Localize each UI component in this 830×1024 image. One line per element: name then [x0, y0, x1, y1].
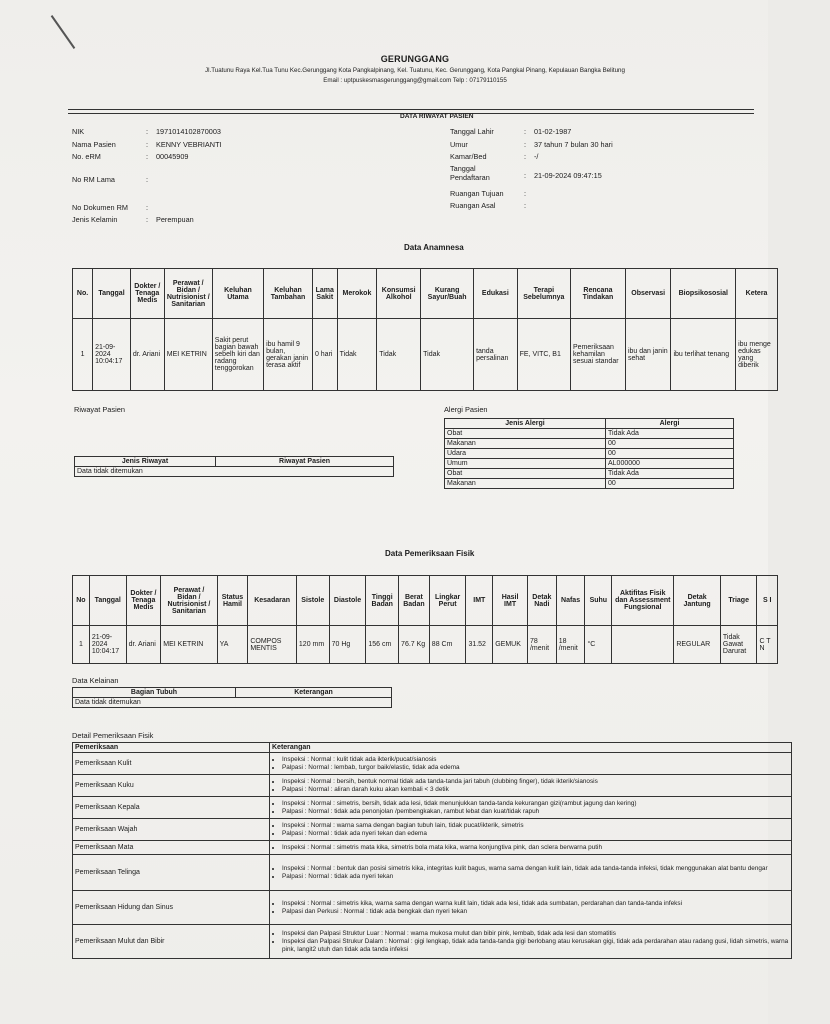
- table-row: [445, 449, 734, 459]
- label-jenis-kelamin: Jenis Kelamin: [72, 215, 118, 224]
- cell: Pemeriksaan Mata: [73, 841, 270, 855]
- table-row: [445, 459, 734, 469]
- fisik-clip: [72, 575, 772, 667]
- col-no: No.: [73, 269, 93, 319]
- cell: 1: [73, 319, 93, 391]
- table-row: [73, 819, 792, 841]
- col-edukasi: Edukasi: [474, 269, 518, 319]
- col-rencana: Rencana Tindakan: [571, 269, 626, 319]
- col-alkohol: Konsumsi Alkohol: [377, 269, 421, 319]
- value-erm: 00045909: [156, 152, 189, 161]
- col-tanggal: Tanggal: [93, 269, 131, 319]
- col-pemeriksaan: Pemeriksaan: [73, 743, 270, 753]
- cell: Pemeriksaan Wajah: [73, 819, 270, 841]
- riwayat-table: [74, 456, 394, 477]
- label-nama: Nama Pasien: [72, 139, 116, 149]
- cell: 31.52: [466, 626, 493, 664]
- col-alergi: Alergi: [606, 419, 734, 429]
- list-item: • Inspeksi dan Palpasi Strukur Dalam : Normal : gigi lengkap, tidak ada tanda-tanda gigi berlobang atau kerusakan gigi, tidak ada perdarahan atau radang gusi, lidah simetris, warna pink, langit2 utuh dan tidak ada tanda infeksi: [282, 938, 789, 954]
- col-perawat: Perawat / Bidan / Nutrisionist / Sanitarian: [164, 269, 212, 319]
- list-item: • Inspeksi : Normal : simetris kika, warna sama dengan warna kulit lain, tidak ada lesi, tidak ada sumbatan, perdarahan dan tanda-tanda infeksi: [282, 900, 789, 908]
- cell: FE, VITC, B1: [517, 319, 570, 391]
- value-jenis-kelamin: Perempuan: [156, 215, 194, 224]
- kelainan-table: [72, 687, 392, 708]
- cell: [612, 626, 674, 664]
- col-riwayat-pasien: Riwayat Pasien: [216, 457, 394, 467]
- cell: Tidak Gawat Darurat: [720, 626, 757, 664]
- label-umur: Umur: [450, 139, 468, 149]
- list-item: • Inspeksi : Normal : warna sama dengan bagian tubuh lain, tidak pucat/ikterik, simetris: [282, 822, 789, 830]
- label-nik: NIK: [72, 127, 85, 136]
- col-suhu: Suhu: [585, 576, 612, 626]
- col-keluhan-tambahan: Keluhan Tambahan: [264, 269, 313, 319]
- table-row: [445, 439, 734, 449]
- riwayat-empty: Data tidak ditemukan: [75, 467, 394, 477]
- value-kamar: -/: [534, 152, 539, 161]
- detail-title: Detail Pemeriksaan Fisik: [72, 731, 154, 740]
- cell: 156 cm: [366, 626, 399, 664]
- list-item: • Inspeksi : Normal : simetris, bersih, tidak ada lesi, tidak menunjukkan tanda-tanda kekurangan gizi(rambut jagung dan kering): [282, 800, 789, 808]
- cell: Pemeriksaan Mulut dan Bibir: [73, 925, 270, 959]
- cell: 00: [606, 439, 734, 449]
- patient-info-right: Tanggal Lahir : 01-02-1987 Umur : 37 tahun 7 bulan 30 hari Kamar/Bed : -/ Tanggal Pendaftaran : 21-09-2024 09:47:15 Ruangan Tujuan : Ruangan Asal :: [450, 127, 613, 210]
- list-item: • Palpasi : Normal : tidak ada penonjolan /pembengkakan, rambut lebat dan kuat/tidak rapuh: [282, 808, 789, 816]
- cell: 120 mm: [296, 626, 329, 664]
- label-tgl-daftar: Tanggal Pendaftaran: [450, 163, 490, 182]
- anamnesa-title: Data Anamnesa: [404, 243, 464, 252]
- list-item: • Inspeksi dan Palpasi Struktur Luar : Normal : warna mukosa mulut dan bibir pink, lembab, tidak ada lesi dan stomatitis: [282, 930, 789, 938]
- org-contact: Email : uptpuskesmasgerunggang@gmail.com Telp : 07179110155: [323, 77, 507, 84]
- col-dokter: Dokter / Tenaga Medis: [130, 269, 164, 319]
- cell: Tidak Ada: [606, 469, 734, 479]
- cell: tanda persalinan: [474, 319, 518, 391]
- cell: YA: [217, 626, 248, 664]
- cell: Sakit perut bagian bawah sebelh kiri dan radang tenggorokan: [212, 319, 263, 391]
- org-name: GERUNGGANG: [380, 54, 450, 64]
- col-keterangan: Ketera: [736, 269, 778, 319]
- fisik-title: Data Pemeriksaan Fisik: [385, 549, 475, 558]
- cell: REGULAR: [674, 626, 721, 664]
- cell: Pemeriksaan kehamilan sesuai standar: [571, 319, 626, 391]
- cell: 1: [73, 626, 90, 664]
- label-ruang-tujuan: Ruangan Tujuan: [450, 188, 504, 198]
- cell: 76.7 Kg: [399, 626, 430, 664]
- col-terapi: Terapi Sebelumnya: [517, 269, 570, 319]
- cell: Pemeriksaan Kulit: [73, 753, 270, 775]
- col-nafas: Nafas: [556, 576, 585, 626]
- label-ruang-asal: Ruangan Asal: [450, 201, 496, 210]
- table-row: [73, 925, 792, 959]
- cell: 18 /menit: [556, 626, 585, 664]
- cell: C T N: [757, 626, 778, 664]
- list-item: • Inspeksi : Normal : bentuk dan posisi simetris kika, integritas kulit bagus, warna sama dengan kulit lain, tidak ada tanda-tanda infeksi, tidak menggunakan alat bantu dengar: [282, 865, 789, 873]
- label-kamar: Kamar/Bed: [450, 152, 487, 161]
- col-merokok: Merokok: [337, 269, 377, 319]
- detail-table: [72, 742, 792, 959]
- anamnesa-header-row: [73, 269, 778, 319]
- cell: 00: [606, 479, 734, 489]
- fisik-row: [73, 626, 778, 664]
- cell: Makanan: [445, 479, 606, 489]
- col-jantung: Detak Jantung: [674, 576, 721, 626]
- col-berat: Berat Badan: [399, 576, 430, 626]
- col-jenis-riwayat: Jenis Riwayat: [75, 457, 216, 467]
- cell: 88 Cm: [429, 626, 466, 664]
- col-kesadaran: Kesadaran: [248, 576, 297, 626]
- col-tinggi: Tinggi Badan: [366, 576, 399, 626]
- org-address: Jl.Tuatunu Raya Kel.Tua Tunu Kec.Gerunggang Kota Pangkalpinang, Kel. Tuatunu, Kec. Gerunggang, Kota Pangkal Pinang, Kepulauan Bangka Belitung: [205, 67, 625, 74]
- list-item: • Palpasi : Normal : tidak ada nyeri tekan dan edema: [282, 830, 789, 838]
- col-triage: Triage: [720, 576, 757, 626]
- col-hasil-imt: Hasil IMT: [493, 576, 528, 626]
- anamnesa-row: [73, 319, 778, 391]
- list-item: • Palpasi : Normal : aliran darah kuku akan kembali < 3 detik: [282, 786, 789, 794]
- cell: Umum: [445, 459, 606, 469]
- cell: Pemeriksaan Telinga: [73, 855, 270, 891]
- anamnesa-table: [72, 268, 778, 391]
- col-extra: S I: [757, 576, 778, 626]
- kelainan-title: Data Kelainan: [72, 676, 119, 685]
- cell: Pemeriksaan Kuku: [73, 775, 270, 797]
- alergi-table: [444, 418, 734, 489]
- table-row: [73, 891, 792, 925]
- col-nadi: Detak Nadi: [527, 576, 556, 626]
- table-row: [445, 479, 734, 489]
- list-item: • Inspeksi : Normal : kulit tidak ada ikterik/pucat/sianosis: [282, 756, 789, 764]
- cell: ibu terlihat tenang: [671, 319, 736, 391]
- col-status-hamil: Status Hamil: [217, 576, 248, 626]
- detail-clip: [72, 742, 789, 990]
- col-keterangan: Keterangan: [236, 688, 392, 698]
- label-erm: No. eRM: [72, 152, 101, 161]
- cell: Tidak: [377, 319, 421, 391]
- col-sayur: Kurang Sayur/Buah: [421, 269, 474, 319]
- cell: ibu dan janin sehat: [625, 319, 670, 391]
- list-item: • Palpasi dan Perkusi : Normal : tidak ada bengkak dan nyeri tekan: [282, 908, 789, 916]
- table-row: [73, 841, 792, 855]
- col-lama-sakit: Lama Sakit: [312, 269, 337, 319]
- cell: 21-09-2024 10:04:17: [93, 319, 131, 391]
- col-observasi: Observasi: [625, 269, 670, 319]
- value-tgl-lahir: 01-02-1987: [534, 127, 572, 136]
- cell: 70 Hg: [329, 626, 366, 664]
- list-item: • Palpasi : Normal : lembab, turgor baik/elastic, tidak ada edema: [282, 764, 789, 772]
- cell: ibu hamil 9 bulan, gerakan janin terasa aktif: [264, 319, 313, 391]
- label-rm-lama: No RM Lama: [72, 174, 115, 184]
- cell: MEI KETRIN: [164, 319, 212, 391]
- cell: AL000000: [606, 459, 734, 469]
- list-item: • Inspeksi : Normal : bersih, bentuk normal tidak ada tanda-tanda jari tabuh (clubbing finger), tidak ikterik/sianosis: [282, 778, 789, 786]
- cell: ibu menge edukas yang diberik: [736, 319, 778, 391]
- cell: dr. Ariani: [130, 319, 164, 391]
- cell: dr. Ariani: [126, 626, 161, 664]
- value-nik: 1971014102870003: [156, 127, 221, 136]
- table-row: [73, 797, 792, 819]
- value-tgl-daftar: 21-09-2024 09:47:15: [534, 170, 602, 180]
- fisik-header-row: [73, 576, 778, 626]
- col-no: No: [73, 576, 90, 626]
- value-nama: KENNY VEBRIANTI: [156, 139, 222, 149]
- fisik-table: [72, 575, 778, 664]
- patient-info-left: NIK : 1971014102870003 Nama Pasien : KENNY VEBRIANTI No. eRM : 00045909 No RM Lama : No Dokumen RM : Jenis Kelamin : Perempuan: [72, 127, 222, 224]
- col-biopsikososial: Biopsikososial: [671, 269, 736, 319]
- col-dokter: Dokter / Tenaga Medis: [126, 576, 161, 626]
- cell: Pemeriksaan Kepala: [73, 797, 270, 819]
- cell: Makanan: [445, 439, 606, 449]
- table-row: [73, 855, 792, 891]
- anamnesa-clip: [72, 268, 771, 396]
- col-diastole: Diastole: [329, 576, 366, 626]
- table-row: [445, 469, 734, 479]
- col-perawat: Perawat / Bidan / Nutrisionist / Sanitarian: [161, 576, 217, 626]
- cell: °C: [585, 626, 612, 664]
- riwayat-title: Riwayat Pasien: [74, 405, 125, 414]
- cell: Tidak: [337, 319, 377, 391]
- col-lingkar: Lingkar Perut: [429, 576, 466, 626]
- label-tgl-lahir: Tanggal Lahir: [450, 127, 494, 136]
- col-sistole: Sistole: [296, 576, 329, 626]
- col-keluhan-utama: Keluhan Utama: [212, 269, 263, 319]
- col-aktifitas: Aktifitas Fisik dan Assessment Fungsional: [612, 576, 674, 626]
- table-row: [73, 753, 792, 775]
- doc-title: DATA RIWAYAT PASIEN: [400, 113, 474, 120]
- list-item: • Palpasi : Normal : tidak ada nyeri tekan: [282, 873, 789, 881]
- cell: GEMUK: [493, 626, 528, 664]
- col-tanggal: Tanggal: [89, 576, 126, 626]
- cell: Pemeriksaan Hidung dan Sinus: [73, 891, 270, 925]
- col-jenis-alergi: Jenis Alergi: [445, 419, 606, 429]
- cell: 0 hari: [312, 319, 337, 391]
- col-imt: IMT: [466, 576, 493, 626]
- value-umur: 37 tahun 7 bulan 30 hari: [534, 139, 613, 149]
- alergi-title: Alergi Pasien: [444, 405, 488, 414]
- cell: 78 /menit: [527, 626, 556, 664]
- cell: COMPOS MENTIS: [248, 626, 297, 664]
- list-item: • Inspeksi : Normal : simetris mata kika, simetris bola mata kika, warna konjungtiva pink, dan sclera berwarna putih: [282, 844, 789, 852]
- kelainan-empty: Data tidak ditemukan: [73, 698, 392, 708]
- col-bagian-tubuh: Bagian Tubuh: [73, 688, 236, 698]
- table-row: [445, 429, 734, 439]
- cell: Obat: [445, 469, 606, 479]
- cell: Udara: [445, 449, 606, 459]
- cell: 21-09-2024 10:04:17: [89, 626, 126, 664]
- label-no-dokumen: No Dokumen RM: [72, 202, 128, 212]
- cell: Obat: [445, 429, 606, 439]
- cell: 00: [606, 449, 734, 459]
- table-row: [73, 775, 792, 797]
- cell: Tidak: [421, 319, 474, 391]
- cell: MEI KETRIN: [161, 626, 217, 664]
- col-keterangan: Keterangan: [270, 743, 792, 753]
- cell: Tidak Ada: [606, 429, 734, 439]
